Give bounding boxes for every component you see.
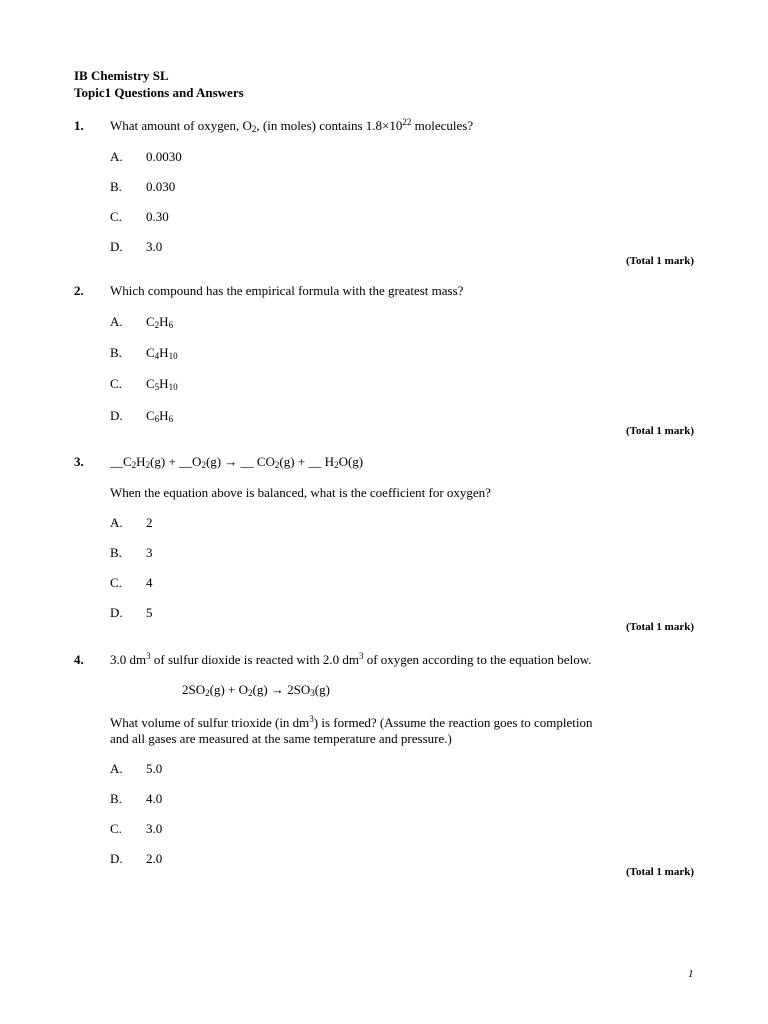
option-text: 2.0 — [146, 851, 163, 866]
option-text: 4 — [146, 575, 153, 590]
question-number-1: 1. — [74, 118, 84, 133]
option-text: 3.0 — [146, 239, 163, 254]
option-text: 0.30 — [146, 209, 169, 224]
option-letter: A. — [110, 761, 123, 776]
total-mark: (Total 1 mark) — [625, 866, 694, 878]
option-letter: D. — [110, 239, 123, 254]
option-letter: B. — [110, 545, 122, 560]
total-mark: (Total 1 mark) — [625, 255, 694, 267]
option-formula: $C_4H_{10}$ — [146, 345, 178, 361]
option-letter: C. — [110, 209, 122, 224]
question-4-prompt-line1: What volume of sulfur trioxide (in $dm^3$) is formed? (Assume the reaction goes to completion — [110, 714, 593, 730]
option-text: 4.0 — [146, 791, 163, 806]
question-4-prompt-line2: and all gases are measured at the same temperature and pressure.) — [110, 731, 452, 746]
option-letter: C. — [110, 376, 122, 391]
question-3-stem: When the equation above is balanced, what is the coefficient for oxygen? — [110, 485, 491, 500]
page-number: 1 — [688, 968, 694, 980]
question-4-stem: 3.0 $dm^3$ of sulfur dioxide is reacted with 2.0 $dm^3$ of oxygen according to the equation below. — [110, 651, 592, 667]
option-letter: D. — [110, 408, 123, 423]
question-number-3: 3. — [74, 454, 84, 469]
question-2-stem: Which compound has the empirical formula with the greatest mass? — [110, 283, 464, 298]
option-text: 5 — [146, 605, 153, 620]
option-letter: A. — [110, 515, 123, 530]
option-letter: D. — [110, 851, 123, 866]
option-formula: $C_6H_6$ — [146, 408, 174, 424]
option-letter: B. — [110, 791, 122, 806]
option-letter: C. — [110, 821, 122, 836]
total-mark: (Total 1 mark) — [625, 621, 694, 633]
question-number-4: 4. — [74, 652, 84, 667]
option-letter: A. — [110, 149, 123, 164]
option-text: 0.0030 — [146, 149, 182, 164]
option-letter: B. — [110, 345, 122, 360]
option-letter: C. — [110, 575, 122, 590]
question-number-2: 2. — [74, 283, 84, 298]
option-letter: D. — [110, 605, 123, 620]
option-text: 0.030 — [146, 179, 176, 194]
option-text: 3.0 — [146, 821, 163, 836]
doc-subtitle: Topic1 Questions and Answers — [74, 85, 244, 100]
question-1-stem: What amount of oxygen, $O_2$, (in moles) contains $1.8\times 10^{22}$ molecules? — [110, 117, 474, 134]
option-text: 3 — [146, 545, 153, 560]
option-letter: B. — [110, 179, 122, 194]
option-formula: $C_5H_{10}$ — [146, 376, 178, 392]
option-text: 2 — [146, 515, 153, 530]
option-letter: A. — [110, 314, 123, 329]
doc-title: IB Chemistry SL — [74, 68, 169, 83]
total-mark: (Total 1 mark) — [625, 425, 694, 437]
question-4-equation: $2SO_2(g) + O_2(g) \to 2SO_3(g)$ — [182, 682, 330, 698]
question-3-equation: $\_\_C_2H_2(g)$ + $\_\_O_2(g)$ → __ $CO_2(g)$ + __ $H_2O(g)$ — [110, 454, 364, 470]
option-formula: $C_2H_6$ — [146, 314, 174, 330]
option-text: 5.0 — [146, 761, 163, 776]
